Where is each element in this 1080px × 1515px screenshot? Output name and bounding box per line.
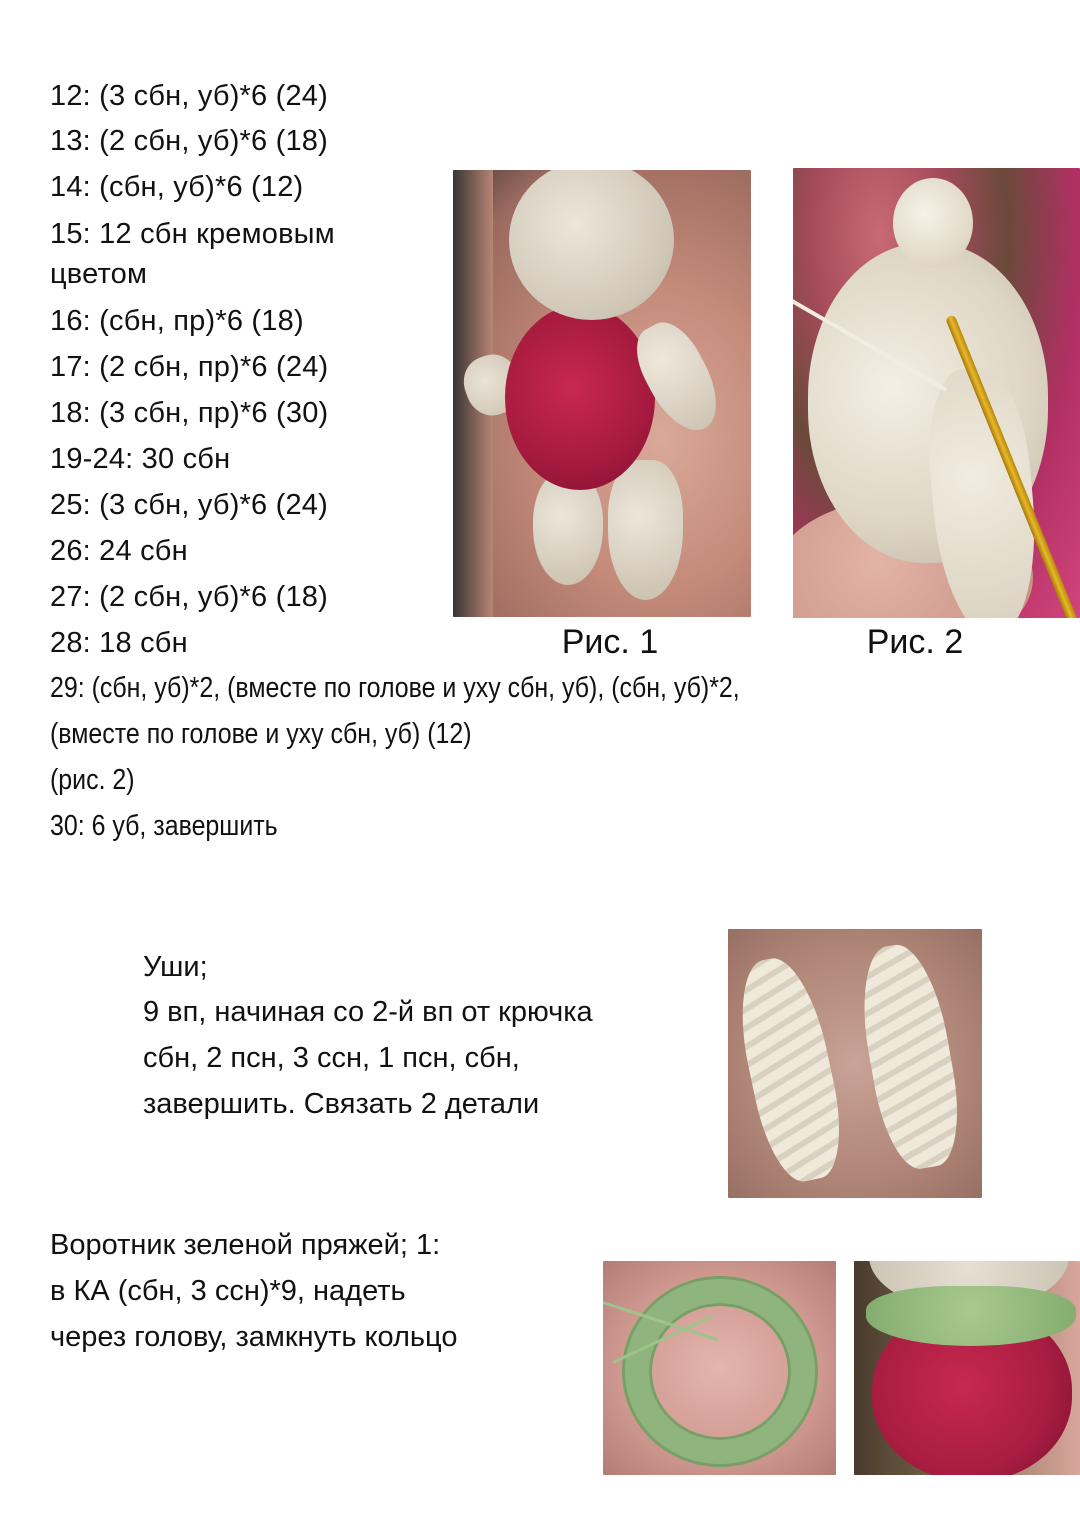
figure-1-photo [453, 170, 751, 617]
row-15-cont: цветом [50, 258, 148, 290]
row-25: 25: (3 сбн, уб)*6 (24) [50, 489, 328, 521]
collar-line-3: через голову, замкнуть кольцо [50, 1321, 458, 1353]
ears-photo [728, 929, 982, 1198]
ears-line-1: 9 вп, начиная со 2-й вп от крючка [143, 996, 593, 1028]
row-29-fig-ref: (рис. 2) [50, 764, 135, 796]
row-18: 18: (3 сбн, пр)*6 (30) [50, 397, 329, 429]
collar-ring-photo [603, 1261, 836, 1475]
row-29-line1: 29: (сбн, уб)*2, (вместе по голове и уху сбн, уб), (сбн, уб)*2, [50, 672, 740, 704]
row-16: 16: (сбн, пр)*6 (18) [50, 305, 304, 337]
figure-2-caption: Рис. 2 [866, 623, 964, 661]
row-17: 17: (2 сбн, пр)*6 (24) [50, 351, 329, 383]
collar-line-1: Воротник зеленой пряжей; 1: [50, 1229, 441, 1261]
row-27: 27: (2 сбн, уб)*6 (18) [50, 581, 328, 613]
row-26: 26: 24 сбн [50, 535, 188, 567]
row-29-line2: (вместе по голове и уху сбн, уб) (12) [50, 718, 472, 750]
row-12: 12: (3 сбн, уб)*6 (24) [50, 80, 328, 112]
row-28: 28: 18 сбн [50, 627, 188, 659]
row-15: 15: 12 сбн кремовым [50, 218, 335, 250]
ears-title: Уши; [143, 951, 208, 983]
collar-on-body-photo [854, 1261, 1080, 1475]
row-19-24: 19-24: 30 сбн [50, 443, 231, 475]
row-13: 13: (2 сбн, уб)*6 (18) [50, 125, 328, 157]
figure-2-photo [793, 168, 1080, 618]
collar-line-2: в КА (сбн, 3 ссн)*9, надеть [50, 1275, 406, 1307]
row-30: 30: 6 уб, завершить [50, 810, 278, 842]
ears-line-2: сбн, 2 псн, 3 ссн, 1 псн, сбн, [143, 1042, 520, 1074]
ears-line-3: завершить. Связать 2 детали [143, 1088, 540, 1120]
figure-1-caption: Рис. 1 [561, 623, 659, 661]
row-14: 14: (сбн, уб)*6 (12) [50, 171, 304, 203]
